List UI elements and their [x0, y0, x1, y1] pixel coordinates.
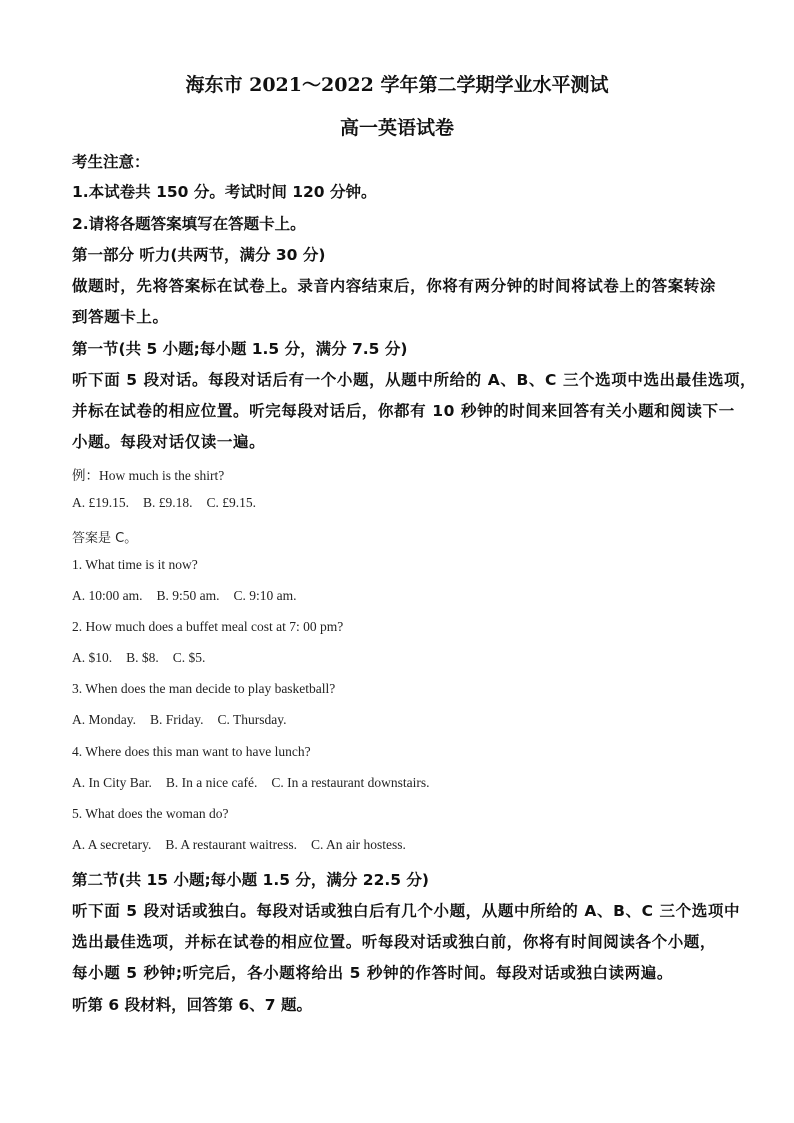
section1-instruction: 小题。每段对话仅读一遍。 [72, 433, 266, 451]
option: A. 10:00 am. [72, 588, 143, 603]
notice-heading: 考生注意： [72, 153, 150, 171]
notice-item: 1.本试卷共 150 分。考试时间 120 分钟。 [72, 183, 377, 201]
option: B. 9:50 am. [156, 588, 220, 603]
part1-instruction: 做题时，先将答案标在试卷上。录音内容结束后，你将有两分钟的时间将试卷上的答案转涂 [72, 277, 717, 295]
question-options [72, 588, 311, 604]
question-text: 3. When does the man decide to play basketball? [72, 681, 336, 696]
section2-heading: 第二节(共 15 小题;每小题 1.5 分，满分 22.5 分) [72, 871, 430, 889]
option: B. In a nice café. [165, 775, 258, 790]
option: C. $5. [172, 650, 206, 665]
option: A. £19.15. [72, 495, 129, 510]
part1-instruction: 到答题卡上。 [72, 308, 169, 326]
section2-instruction: 每小题 5 秒钟;听完后，各小题将给出 5 秒钟的作答时间。每段对话或独白读两遍。 [72, 964, 673, 982]
section1-heading: 第一节(共 5 小题;每小题 1.5 分，满分 7.5 分) [72, 340, 408, 358]
example-options [72, 495, 270, 511]
example-answer: 答案是 C。 [72, 531, 138, 546]
question-text: 1. What time is it now? [72, 557, 198, 572]
option: C. 9:10 am. [233, 588, 297, 603]
option: A. Monday. [72, 712, 136, 727]
exam-subtitle: 高一英语试卷 [339, 117, 454, 139]
question-options [72, 837, 420, 853]
question-text: 4. Where does this man want to have lunch? [72, 744, 311, 759]
question-options [72, 712, 301, 728]
question-options [72, 775, 444, 791]
section2-material: 听第 6 段材料，回答第 6、7 题。 [72, 996, 312, 1014]
option: C. In a restaurant downstairs. [271, 775, 430, 790]
section2-instruction: 选出最佳选项，并标在试卷的相应位置。听每段对话或独白前，你将有时间阅读各个小题， [72, 933, 717, 951]
option: A. A secretary. [72, 837, 152, 852]
option: A. In City Bar. [72, 775, 152, 790]
exam-title: 海东市 2021～2022 学年第二学期学业水平测试 [185, 74, 609, 96]
option: A. $10. [72, 650, 113, 665]
option: C. £9.15. [206, 495, 257, 510]
example-question: 例：How much is the shirt? [72, 468, 225, 483]
option: B. £9.18. [143, 495, 193, 510]
question-text: 2. How much does a buffet meal cost at 7: 00 pm? [72, 619, 344, 634]
section1-instruction: 听下面 5 段对话。每段对话后有一个小题，从题中所给的 A、B、C 三个选项中选出最佳选项， [72, 371, 757, 389]
question-text: 5. What does the woman do? [72, 806, 229, 821]
question-options [72, 650, 219, 666]
option: C. Thursday. [217, 712, 287, 727]
part1-heading: 第一部分 听力(共两节，满分 30 分) [72, 246, 326, 264]
section1-instruction: 并标在试卷的相应位置。听完每段对话后，你都有 10 秒钟的时间来回答有关小题和阅读下一 [72, 402, 735, 420]
option: B. A restaurant waitress. [165, 837, 297, 852]
option: B. $8. [126, 650, 159, 665]
notice-item: 2.请将各题答案填写在答题卡上。 [72, 215, 306, 233]
option: B. Friday. [150, 712, 204, 727]
option: C. An air hostess. [310, 837, 406, 852]
section2-instruction: 听下面 5 段对话或独白。每段对话或独白后有几个小题，从题中所给的 A、B、C 三个选项中 [72, 902, 741, 920]
